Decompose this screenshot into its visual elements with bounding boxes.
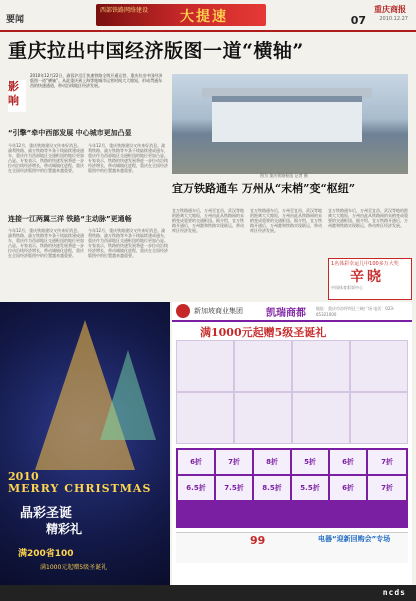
- ad-gift-line-2: 精彩礼: [46, 522, 83, 536]
- product-grid: [176, 340, 408, 444]
- product-cell: [350, 392, 408, 444]
- discount-cell: 5.5折: [292, 476, 328, 500]
- discount-cell: 7折: [368, 450, 406, 474]
- promo-number: 99: [250, 534, 266, 547]
- tag-char-2: 响: [8, 94, 19, 107]
- discount-cell: 7折: [368, 476, 406, 500]
- ad-merry-christmas: MERRY CHRISTMAS: [8, 482, 152, 495]
- discount-cell: 8折: [254, 450, 290, 474]
- product-cell: [234, 340, 292, 392]
- page-date: 2010.12.27: [379, 16, 408, 22]
- photo-caption: 图为 重庆铁路枢纽 记者 摄: [260, 173, 308, 178]
- lottery-note: 中国体育彩票中心: [331, 285, 363, 290]
- discount-table: [176, 448, 408, 528]
- discount-cell: 7折: [216, 450, 252, 474]
- influence-tag: [8, 80, 26, 112]
- discount-cell: 7.5折: [216, 476, 252, 500]
- main-headline: 重庆拉出中国经济版图一道“横轴”: [8, 40, 304, 62]
- product-cell: [176, 340, 234, 392]
- product-cell: [234, 392, 292, 444]
- ad-gift-line-1: 晶彩圣诞: [20, 506, 73, 521]
- discount-cell: 5折: [292, 450, 328, 474]
- article-column: 宜万铁路通车后，万州至宜昌、武汉等地的距离大大缩短，万州由此从铁路网的末梢变成重要的交通枢纽。据介绍，宜万铁路开通后，万州港和铁路实现联运，带动库区经济发展。: [250, 208, 322, 233]
- article-column: 今年12月，重庆铁路建设又传来好消息。渝利铁路、渝万铁路等多条干线陆续建成通车，重庆作为西部地区交通枢纽的地位更加凸显。专家表示，铁路的快速发展将进一步拉动沿线经济增长，带动城镇化进程，重庆在全国经济版图中的位置越来越重要。: [8, 143, 84, 173]
- subhead-1: “引擎”牵中西部发展 中心城市更加凸显: [8, 129, 132, 137]
- page-number: 07: [350, 14, 366, 27]
- product-cell: [350, 340, 408, 392]
- masthead-title: 大提速: [180, 9, 228, 25]
- paper-name: 重庆商报: [374, 5, 406, 14]
- discount-cell: 6折: [178, 450, 214, 474]
- lede-text: 2010年12月22日，渝蓉沪沿江快速铁路全线开通运营，重庆拉出中国经济版图一道“横轴”。从此重庆到上海等地城市运营时间大大缩短，形成贯通东西的快速通道，带动沿线地区经济发展。: [30, 73, 163, 88]
- footer-bar: [0, 585, 416, 601]
- footer-logo: ncds: [382, 588, 406, 597]
- article-column: 宜万铁路通车后，万州至宜昌、武汉等地的距离大大缩短，万州由此从铁路网的末梢变成重要的交通枢纽。据介绍，宜万铁路开通后，万州港和铁路实现联运，带动库区经济发展。: [172, 208, 244, 233]
- ad-year: 2010: [8, 470, 39, 483]
- brand-company: 新加坡商业集团: [194, 307, 243, 315]
- brand-name: 凯瑞商都: [266, 308, 306, 319]
- tag-char-1: 影: [8, 80, 19, 93]
- station-photo: [172, 74, 408, 174]
- ad-promo-note: 满1000元起赠5级圣诞礼: [40, 564, 108, 571]
- article-column: 宜万铁路通车后，万州至宜昌、武汉等地的距离大大缩短，万州由此从铁路网的末梢变成重要的交通枢纽。据介绍，宜万铁路开通后，万州港和铁路实现联运，带动库区经济发展。: [328, 208, 408, 228]
- discount-cell: 8.5折: [254, 476, 290, 500]
- brand-address: 地址：重庆市沙坪坝区三峡广场 电话：023-65321000: [316, 306, 395, 317]
- secondary-headline: 宜万铁路通车 万州从“末梢”变“枢纽”: [172, 182, 356, 195]
- christmas-tree-graphic: [100, 350, 156, 440]
- brand-logo-icon: [176, 304, 190, 318]
- section-label: 要闻: [6, 15, 25, 25]
- article-column: 今年12月，重庆铁路建设又传来好消息。渝利铁路、渝万铁路等多条干线陆续建成通车，重庆作为西部地区交通枢纽的地位更加凸显。专家表示，铁路的快速发展将进一步拉动沿线经济增长，带动城镇化进程，重庆在全国经济版图中的位置越来越重要。: [88, 143, 168, 173]
- masthead-subtitle: 西部铁路网络建设: [100, 7, 149, 14]
- article-column: 今年12月，重庆铁路建设又传来好消息。渝利铁路、渝万铁路等多条干线陆续建成通车，重庆作为西部地区交通枢纽的地位更加凸显。专家表示，铁路的快速发展将进一步拉动沿线经济增长，带动城镇化进程，重庆在全国经济版图中的位置越来越重要。: [8, 228, 84, 258]
- lottery-headline: 1名体彩幸运儿中100多万大奖: [331, 261, 399, 267]
- ad-title: 满1000元起赠5级圣诞礼: [200, 326, 327, 339]
- discount-cell: 6折: [330, 450, 366, 474]
- product-cell: [176, 392, 234, 444]
- electronics-promo: 电器“迎新回购会”专场: [318, 535, 391, 543]
- discount-cell: 6折: [330, 476, 366, 500]
- subhead-2: 连接一江两翼三洋 铁路“主动脉”更通畅: [8, 215, 132, 223]
- station-building: [212, 96, 362, 142]
- ad-promo: 满200省100: [18, 549, 74, 559]
- product-cell: [292, 340, 350, 392]
- product-cell: [292, 392, 350, 444]
- lottery-name: 辛晓: [350, 269, 384, 285]
- article-column: 今年12月，重庆铁路建设又传来好消息。渝利铁路、渝万铁路等多条干线陆续建成通车，重庆作为西部地区交通枢纽的地位更加凸显。专家表示，铁路的快速发展将进一步拉动沿线经济增长，带动城镇化进程，重庆在全国经济版图中的位置越来越重要。: [88, 228, 168, 258]
- discount-cell: 6.5折: [178, 476, 214, 500]
